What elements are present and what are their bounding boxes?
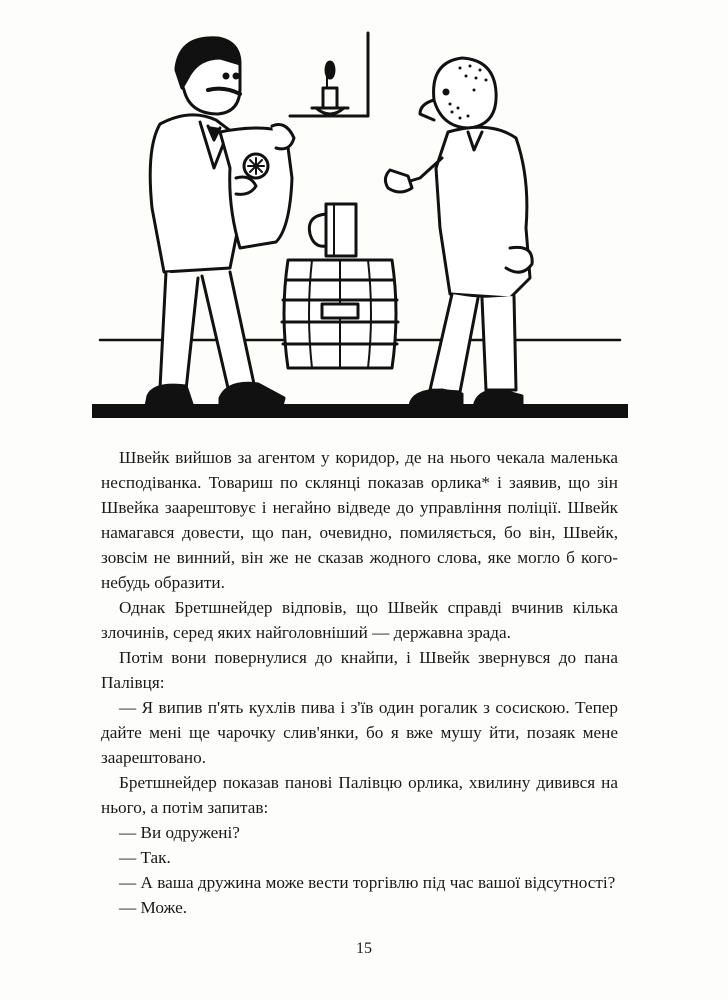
candle-icon: [312, 62, 348, 114]
page-number: 15: [356, 940, 372, 957]
paragraph: Швейк вийшов за агентом у коридор, де на нього чекала маленька несподіванка. Товариш по склянці показав орлика* і заявив, що зін Швейка заарештовує і негайно відведе до управління поліції. Швейк намагався довести, що пан, очевидно, помиляється, бо він, Швейк, зовсім не винний, він же не сказав жодного слова, яке могло б кого-небудь образити.: [101, 448, 618, 592]
barrel-icon: [282, 260, 398, 368]
dialogue-line: — Так.: [119, 848, 171, 867]
paragraph: Потім вони повернулися до кнайпи, і Швейк звернувся до пана Палівця:: [101, 648, 618, 692]
dialogue-line: — Ви одружені?: [119, 823, 240, 842]
ground-band: [92, 404, 628, 418]
agent-figure: [146, 38, 294, 406]
svejk-figure: [385, 58, 532, 408]
paragraph: Бретшнейдер показав панові Палівцю орлика, хвилину дивився на нього, а потім запитав:: [101, 773, 618, 817]
jug-icon: [309, 204, 356, 256]
tavern-illustration: [90, 28, 630, 423]
dialogue-line: — Може.: [119, 898, 188, 917]
dialogue-line: — Я випив п'ять кухлів пива і з'їв один рогалик з сосискою. Тепер дайте мені ще чарочку слив'янки, бо я вже мушу йти, позаяк мене заарештовано.: [101, 698, 618, 767]
paragraph: Однак Бретшнейдер відповів, що Швейк справді вчинив кілька злочинів, серед яких найголовніший — державна зрада.: [101, 598, 618, 642]
dialogue-line: — А ваша дружина може вести торгівлю під час вашої відсутності?: [119, 873, 616, 892]
body-text: [101, 445, 618, 920]
